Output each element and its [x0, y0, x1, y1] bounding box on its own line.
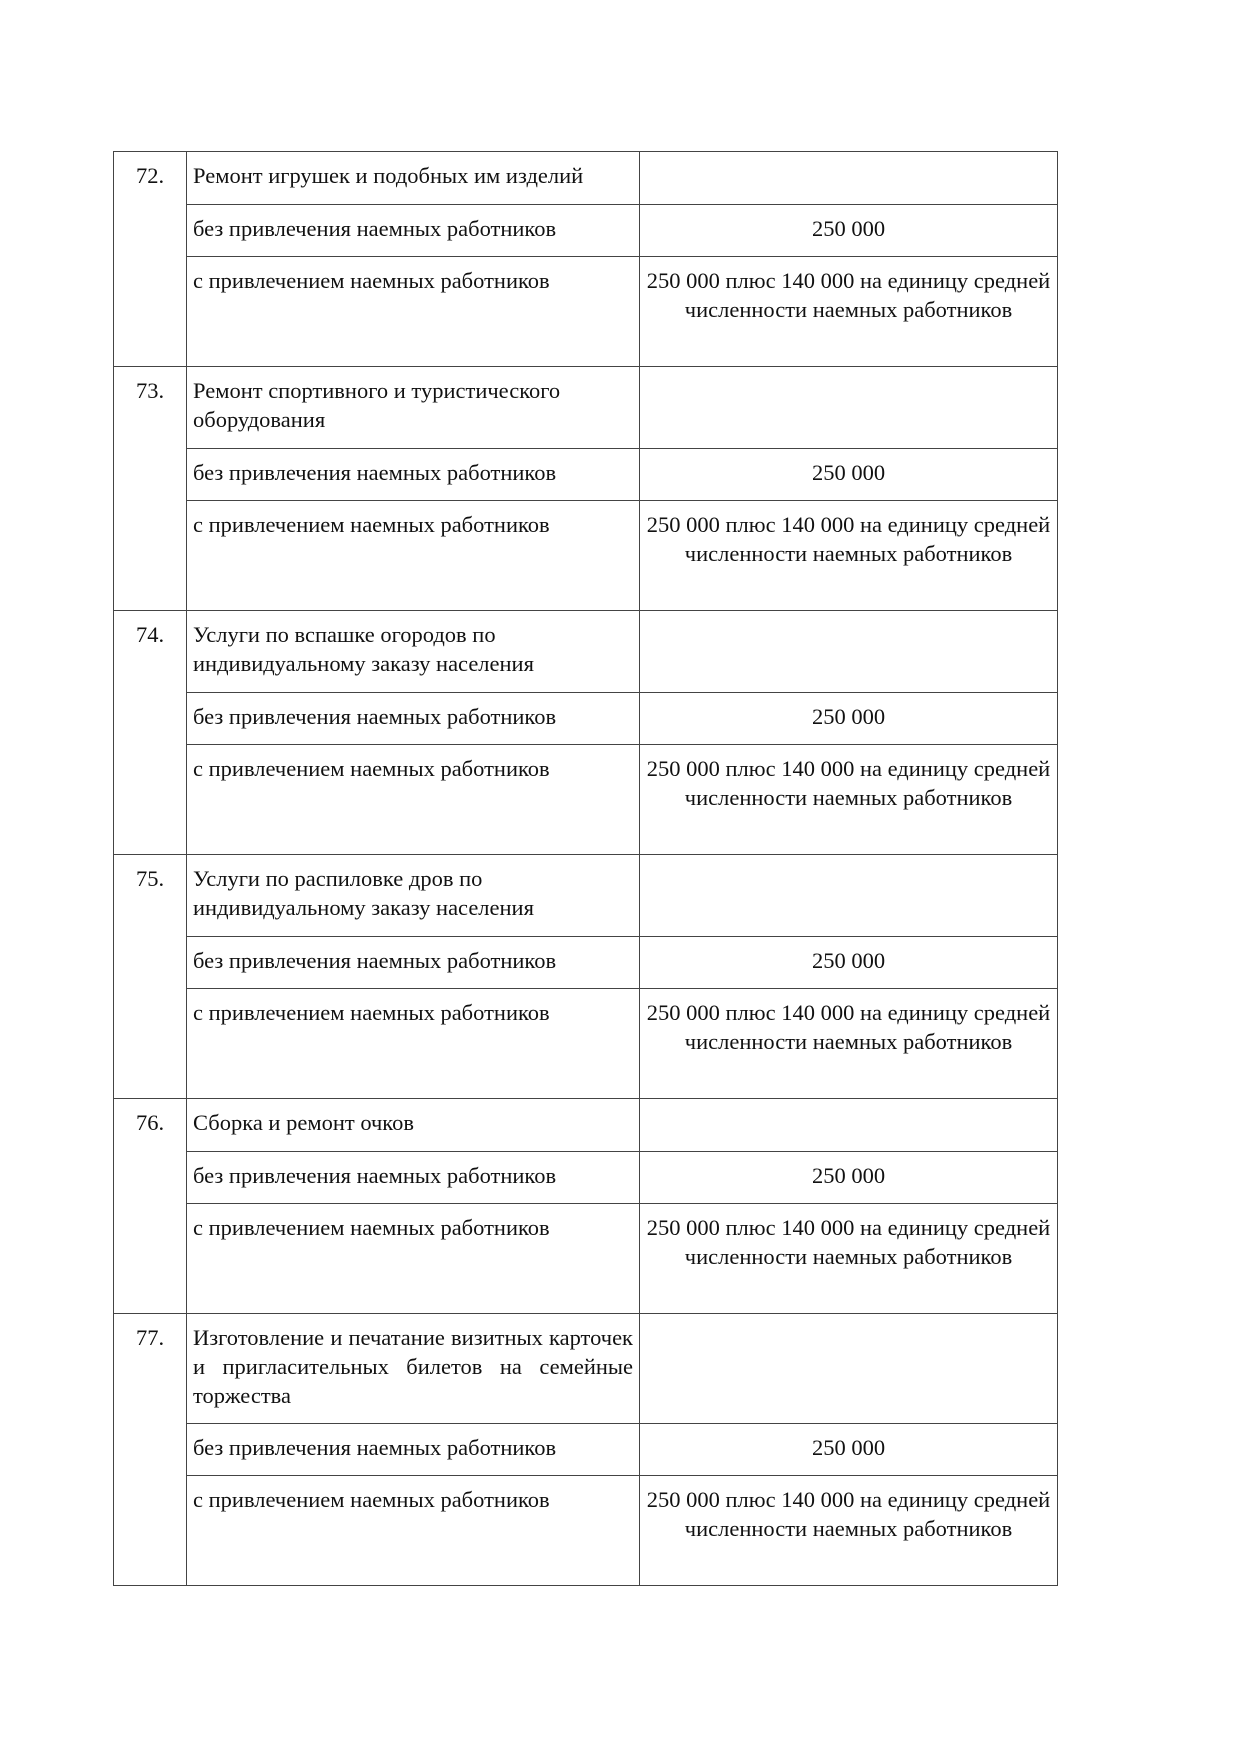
with-employees-row [114, 745, 1058, 855]
activity-title: Ремонт спортивного и туристического оборудования [187, 367, 640, 449]
without-employees-row [114, 1152, 1058, 1204]
without-employees-value: 250 000 [640, 693, 1058, 745]
with-employees-label: с привлечением наемных работников [187, 1204, 640, 1314]
without-employees-label: без привлечения наемных работников [187, 693, 640, 745]
activity-title: Сборка и ремонт очков [187, 1099, 640, 1152]
without-employees-row [114, 1424, 1058, 1476]
with-employees-label: с привлечением наемных работников [187, 989, 640, 1099]
with-employees-row [114, 257, 1058, 367]
row-number: 73. [114, 367, 187, 611]
activity-title: Услуги по вспашке огородов по индивидуальному заказу населения [187, 611, 640, 693]
with-employees-row [114, 501, 1058, 611]
activity-title: Изготовление и печатание визитных карточек и пригласительных билетов на семейные торжества [187, 1314, 640, 1424]
row-number: 77. [114, 1314, 187, 1586]
with-employees-value: 250 000 плюс 140 000 на единицу средней численности наемных работников [640, 1204, 1058, 1314]
without-employees-row [114, 449, 1058, 501]
activity-title: Ремонт игрушек и подобных им изделий [187, 152, 640, 205]
row-number: 72. [114, 152, 187, 367]
without-employees-label: без привлечения наемных работников [187, 1424, 640, 1476]
without-employees-value: 250 000 [640, 1424, 1058, 1476]
with-employees-value: 250 000 плюс 140 000 на единицу средней численности наемных работников [640, 989, 1058, 1099]
with-employees-row [114, 989, 1058, 1099]
without-employees-row [114, 693, 1058, 745]
without-employees-row [114, 937, 1058, 989]
empty-value-cell [640, 152, 1058, 205]
with-employees-value: 250 000 плюс 140 000 на единицу средней численности наемных работников [640, 1476, 1058, 1586]
with-employees-label: с привлечением наемных работников [187, 501, 640, 611]
with-employees-value: 250 000 плюс 140 000 на единицу средней численности наемных работников [640, 745, 1058, 855]
activity-title: Услуги по распиловке дров по индивидуальному заказу населения [187, 855, 640, 937]
with-employees-value: 250 000 плюс 140 000 на единицу средней численности наемных работников [640, 501, 1058, 611]
empty-value-cell [640, 611, 1058, 693]
activity-header-row [114, 1099, 1058, 1152]
without-employees-row [114, 205, 1058, 257]
activity-header-row [114, 367, 1058, 449]
empty-value-cell [640, 855, 1058, 937]
activities-table [113, 151, 1058, 1586]
row-number: 75. [114, 855, 187, 1099]
without-employees-label: без привлечения наемных работников [187, 937, 640, 989]
row-number: 76. [114, 1099, 187, 1314]
without-employees-value: 250 000 [640, 205, 1058, 257]
empty-value-cell [640, 1099, 1058, 1152]
activity-header-row [114, 152, 1058, 205]
activity-header-row [114, 855, 1058, 937]
with-employees-label: с привлечением наемных работников [187, 745, 640, 855]
activity-header-row [114, 1314, 1058, 1424]
without-employees-value: 250 000 [640, 449, 1058, 501]
without-employees-label: без привлечения наемных работников [187, 205, 640, 257]
without-employees-label: без привлечения наемных работников [187, 1152, 640, 1204]
activity-header-row [114, 611, 1058, 693]
without-employees-label: без привлечения наемных работников [187, 449, 640, 501]
row-number: 74. [114, 611, 187, 855]
empty-value-cell [640, 367, 1058, 449]
with-employees-value: 250 000 плюс 140 000 на единицу средней численности наемных работников [640, 257, 1058, 367]
without-employees-value: 250 000 [640, 1152, 1058, 1204]
with-employees-label: с привлечением наемных работников [187, 257, 640, 367]
with-employees-row [114, 1476, 1058, 1586]
empty-value-cell [640, 1314, 1058, 1424]
without-employees-value: 250 000 [640, 937, 1058, 989]
with-employees-label: с привлечением наемных работников [187, 1476, 640, 1586]
with-employees-row [114, 1204, 1058, 1314]
